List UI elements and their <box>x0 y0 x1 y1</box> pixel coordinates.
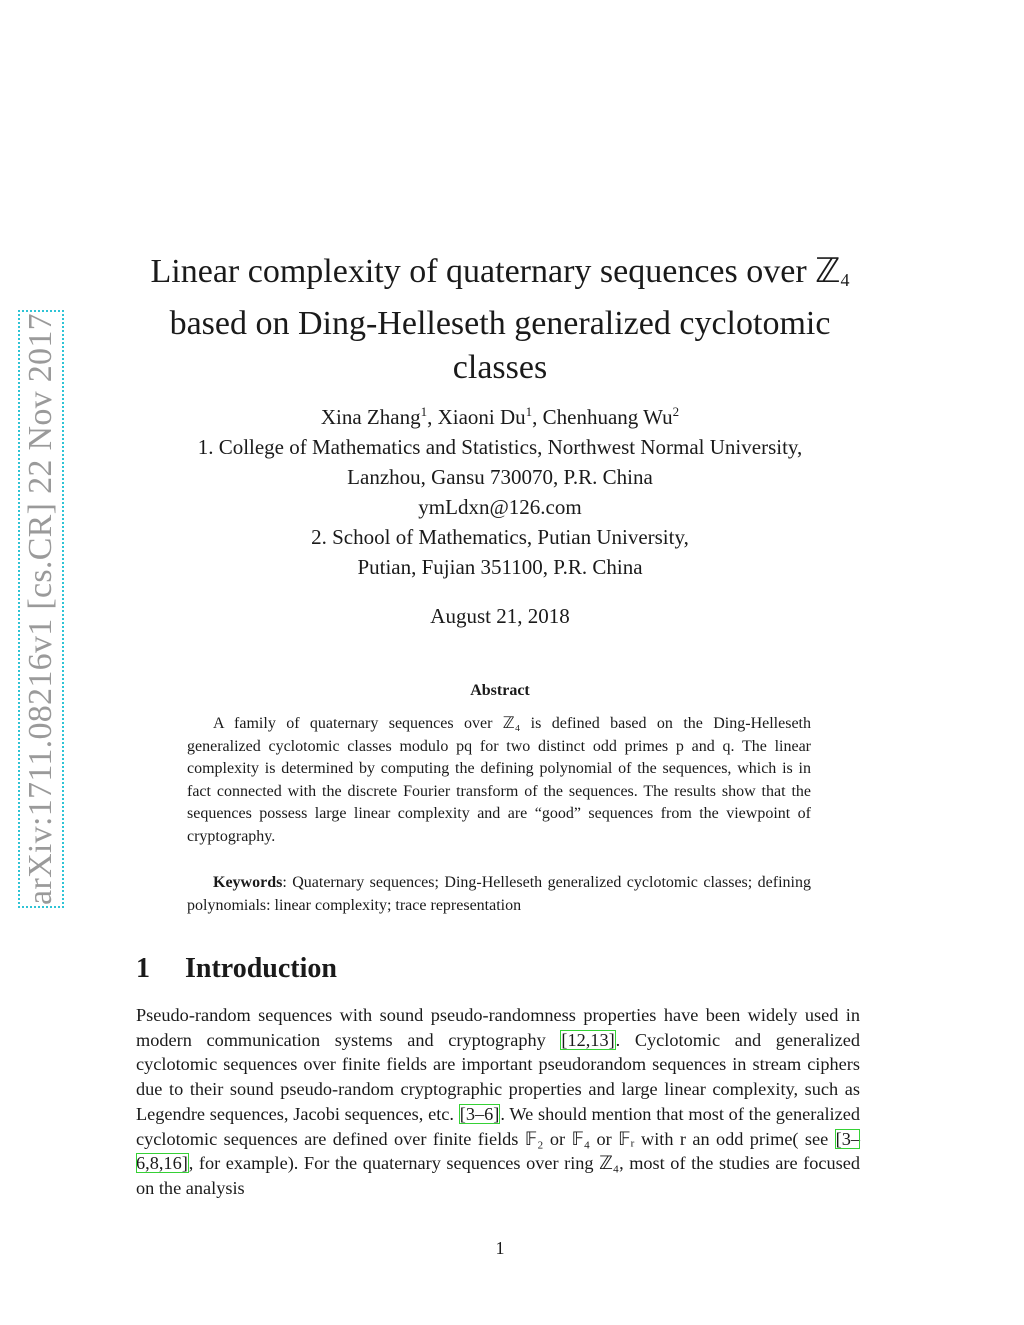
affiliation-2-line-2: Putian, Fujian 351100, P.R. China <box>357 555 643 579</box>
citation-link[interactable]: [12,13] <box>561 1029 615 1050</box>
author-2: Xiaoni Du <box>437 405 526 429</box>
citation-link[interactable]: [3–6,8,16] <box>136 1128 860 1174</box>
keywords-text: : Quaternary sequences; Ding-Helleseth generalized cyclotomic classes; defining polynomials: linear complexity; trace representation <box>187 874 811 914</box>
section-title: Introduction <box>185 953 337 984</box>
arxiv-identifier: arXiv:1711.08216v1 [cs.CR] 22 Nov 2017 <box>22 313 59 905</box>
affiliation-1-line-2: Lanzhou, Gansu 730070, P.R. China <box>347 465 653 489</box>
author-1: Xina Zhang <box>320 405 421 429</box>
author-email: ymLdxn@126.com <box>418 495 582 519</box>
author-list: Xina Zhang$^1$, Xiaoni Du$^1$, Chenhuang Wu$^2$ <box>320 404 680 429</box>
page-number: 1 <box>495 1238 505 1258</box>
abstract-text: A family of quaternary sequences over ℤ₄ is defined based on the Ding-Helleseth generalized cyclotomic classes modulo pq for two distinct odd primes p and q. The linear complexity is determined by computing the defining polynomial of the sequences, which is in fact connected with the discrete Fourier transform of the sequences. The results show that the sequences possess large linear complexity and are “good” sequences from the viewpoint of cryptography. <box>187 715 811 845</box>
paper-date: August 21, 2018 <box>430 604 570 628</box>
section-heading <box>136 952 337 986</box>
keywords <box>187 872 811 917</box>
keywords-label: Keywords <box>213 874 283 891</box>
intro-paragraph: Pseudo-random sequences with sound pseudo-randomness properties have been widely used in modern communication systems and cryptography [12,13]. Cyclotomic and generalized cyclotomic sequences over finite fields are important pseudorandom sequences in stream ciphers due to their sound pseudo-random cryptographic properties and large linear complexity, such as Legendre sequences, Jacobi sequences, etc. [3–6]. We should mention that most of the generalized cyclotomic sequences are defined over finite fields 𝔽₂ or 𝔽₄ or 𝔽ᵣ with r an odd prime( see [3–6,8,16], for example). For the quaternary sequences over ring ℤ₄, most of the studies are focused on the analysis <box>136 1005 860 1198</box>
author-3: Chenhuang Wu <box>542 405 673 429</box>
citation-link[interactable]: [3–6] <box>459 1103 500 1124</box>
title-line-1: Linear complexity of quaternary sequences over ℤ$_4$ <box>150 253 850 290</box>
title-line-2: based on Ding-Helleseth generalized cyclotomic <box>169 305 831 342</box>
arxiv-stamp <box>18 310 64 908</box>
affiliation-1-line-1: 1. College of Mathematics and Statistics, Northwest Normal University, <box>197 435 803 459</box>
abstract-heading: Abstract <box>470 682 530 699</box>
section-number: 1 <box>136 953 150 984</box>
title-line-3: classes <box>452 349 548 386</box>
affiliation-2-line-1: 2. School of Mathematics, Putian University, <box>311 525 689 549</box>
paper-title <box>120 250 880 390</box>
